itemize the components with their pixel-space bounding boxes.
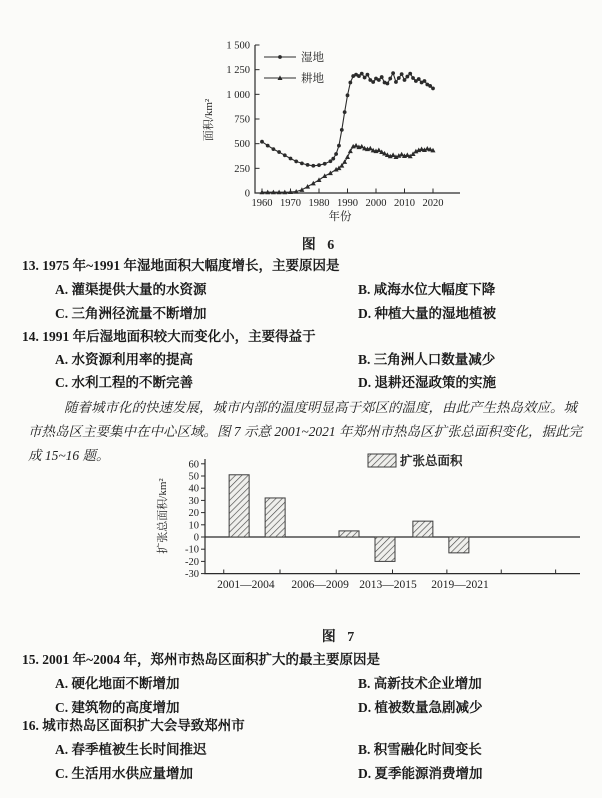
intro-line-1: 随着城市化的快速发展，城市内部的温度明显高于郊区的温度，由此产生热岛效应。城 xyxy=(64,400,577,415)
question-15-stem: 15. 2001 年~2004 年，郑州市热岛区面积扩大的最主要原因是 xyxy=(22,652,381,667)
y-tick-label: 1 500 xyxy=(226,40,250,52)
x-tick-label: 1970 xyxy=(280,198,301,209)
y-tick-label: 1 000 xyxy=(226,89,250,101)
question-14-option-c: C. 水利工程的不断完善 xyxy=(55,375,193,390)
question-13-option-b: B. 咸海水位大幅度下降 xyxy=(358,282,496,297)
y-tick-label: 30 xyxy=(188,495,199,507)
figure6-line-chart xyxy=(150,18,490,260)
question-13 xyxy=(22,254,602,326)
wetland-series xyxy=(260,71,435,167)
wetland-point xyxy=(331,157,335,161)
y-tick-label: 50 xyxy=(188,471,199,483)
figure7-caption: 图 7 xyxy=(321,630,359,645)
question-13-option-d: D. 种植大量的湿地植被 xyxy=(358,306,496,321)
x-tick-label: 2020 xyxy=(422,198,444,209)
question-16-option-d: D. 夏季能源消费增加 xyxy=(358,766,483,781)
wetland-point xyxy=(363,76,367,80)
wetland-point xyxy=(306,163,310,167)
x-tick-label: 2000 xyxy=(365,198,387,209)
question-15-option-c: C. 建筑物的高度增加 xyxy=(55,700,180,715)
wetland-point xyxy=(371,80,375,84)
expansion-bar xyxy=(265,498,285,537)
question-15 xyxy=(22,648,602,720)
series-line xyxy=(262,73,433,166)
question-13-stem: 13. 1975 年~1991 年湿地面积大幅度增长，主要原因是 xyxy=(22,258,340,273)
wetland-point xyxy=(272,147,276,151)
wetland-point xyxy=(360,72,364,76)
wetland-point xyxy=(403,78,407,82)
legend-item xyxy=(264,50,324,64)
wetland-point xyxy=(266,144,270,148)
wetland-point xyxy=(431,87,435,91)
wetland-point xyxy=(380,75,384,79)
x-tick-label: 1960 xyxy=(251,198,273,209)
wetland-point xyxy=(423,79,427,83)
expansion-bar xyxy=(375,537,395,561)
x-axis-period-label: 2001—2004 xyxy=(217,579,275,591)
legend-swatch xyxy=(368,454,396,467)
wetland-point xyxy=(394,80,398,84)
cropland-point xyxy=(305,184,310,189)
figure6-caption: 图 6 xyxy=(301,238,339,253)
question-13-option-c: C. 三角洲径流量不断增加 xyxy=(55,306,207,321)
question-15-option-d: D. 植被数量急剧减少 xyxy=(358,700,483,715)
question-15-option-a: A. 硬化地面不断增加 xyxy=(55,676,180,691)
wetland-point xyxy=(283,153,287,157)
legend-item xyxy=(264,71,324,85)
legend xyxy=(368,453,463,468)
wetland-point xyxy=(388,77,392,81)
x-tick-label: 2010 xyxy=(394,198,415,209)
wetland-point xyxy=(400,72,404,76)
wetland-point xyxy=(417,77,421,81)
wetland-point xyxy=(343,110,347,114)
y-tick-label: 250 xyxy=(234,163,250,175)
question-15-option-b: B. 高新技术企业增加 xyxy=(358,676,482,691)
y-tick-label: 0 xyxy=(244,188,250,200)
y-tick-label: -30 xyxy=(185,569,199,581)
wetland-point xyxy=(346,93,350,97)
wetland-point xyxy=(366,73,370,77)
cropland-point xyxy=(311,181,316,186)
cropland-series xyxy=(260,143,436,194)
cropland-point xyxy=(376,147,381,152)
wetland-point xyxy=(348,81,352,85)
y-tick-label: 750 xyxy=(234,114,250,126)
question-14 xyxy=(22,325,602,397)
x-tick-label: 1980 xyxy=(308,198,330,209)
wetland-point xyxy=(386,82,390,86)
expansion-bar xyxy=(449,537,469,553)
cropland-point xyxy=(342,159,347,164)
wetland-point xyxy=(300,162,304,166)
wetland-point xyxy=(405,75,409,79)
legend-label: 湿地 xyxy=(301,52,324,64)
wetland-point xyxy=(340,128,344,132)
wetland-point xyxy=(277,150,281,154)
y-tick-label: 20 xyxy=(188,508,199,520)
wetland-point xyxy=(278,55,282,59)
question-16-option-a: A. 春季植被生长时间推迟 xyxy=(55,742,207,757)
cropland-point xyxy=(299,187,304,192)
wetland-point xyxy=(391,71,395,75)
question-13-option-a: A. 灌渠提供大量的水资源 xyxy=(55,282,207,297)
expansion-bar xyxy=(339,531,359,537)
y-axis-title: 面积/km² xyxy=(203,98,215,142)
question-14-stem: 14. 1991 年后湿地面积较大而变化小，主要得益于 xyxy=(22,329,316,344)
y-tick-label: 0 xyxy=(193,532,199,544)
wetland-point xyxy=(334,152,338,156)
question-16-option-b: B. 积雪融化时间变长 xyxy=(358,742,482,757)
y-tick-label: 10 xyxy=(188,520,199,532)
wetland-point xyxy=(311,164,315,168)
wetland-point xyxy=(323,162,327,166)
intro-line-2: 市热岛区主要集中在中心区域。图 7 示意 2001~2021 年郑州市热岛区扩张总面积变化，据此完 xyxy=(28,424,583,439)
cropland-point xyxy=(345,154,350,159)
y-tick-label: 500 xyxy=(234,139,250,151)
wetland-point xyxy=(260,140,264,144)
x-axis-period-label: 2006—2009 xyxy=(291,579,349,591)
cropland-point xyxy=(391,152,396,157)
question-14-option-d: D. 退耕还湿政策的实施 xyxy=(358,375,496,390)
figure7-bar-chart xyxy=(140,443,602,625)
legend-label: 耕地 xyxy=(301,73,324,85)
y-tick-label: 40 xyxy=(188,483,199,495)
wetland-point xyxy=(317,163,321,167)
cropland-point xyxy=(368,146,373,151)
intro-line-3: 成 15~16 题。 xyxy=(28,448,110,463)
y-tick-label: 1 250 xyxy=(226,65,250,77)
wetland-point xyxy=(408,72,412,76)
cropland-point xyxy=(322,173,327,178)
wetland-point xyxy=(329,159,333,163)
y-axis-title: 扩张总面积/km² xyxy=(157,478,169,554)
y-tick-label: -10 xyxy=(185,544,199,556)
wetland-point xyxy=(294,160,298,164)
question-14-option-b: B. 三角洲人口数量减少 xyxy=(358,352,496,367)
expansion-bar xyxy=(413,521,433,537)
x-axis-title: 年份 xyxy=(328,211,352,223)
wetland-point xyxy=(337,144,341,148)
expansion-bar xyxy=(229,475,249,537)
x-axis-period-label: 2019—2021 xyxy=(431,579,489,591)
question-16-option-c: C. 生活用水供应量增加 xyxy=(55,766,193,781)
question-14-option-a: A. 水资源利用率的提高 xyxy=(55,352,193,367)
cropland-point xyxy=(317,177,322,182)
wetland-point xyxy=(289,157,293,161)
legend-label: 扩张总面积 xyxy=(400,454,463,468)
cropland-point xyxy=(328,170,333,175)
wetland-point xyxy=(397,76,401,80)
axes xyxy=(255,45,460,193)
x-tick-label: 1990 xyxy=(337,198,358,209)
y-tick-label: 60 xyxy=(188,459,199,471)
question-16 xyxy=(22,714,602,786)
wetland-point xyxy=(411,76,415,80)
question-16-stem: 16. 城市热岛区面积扩大会导致郑州市 xyxy=(22,718,245,733)
cropland-point xyxy=(359,144,364,149)
wetland-point xyxy=(377,78,381,82)
y-tick-label: -20 xyxy=(185,556,199,568)
x-axis-period-label: 2013—2015 xyxy=(359,579,417,591)
